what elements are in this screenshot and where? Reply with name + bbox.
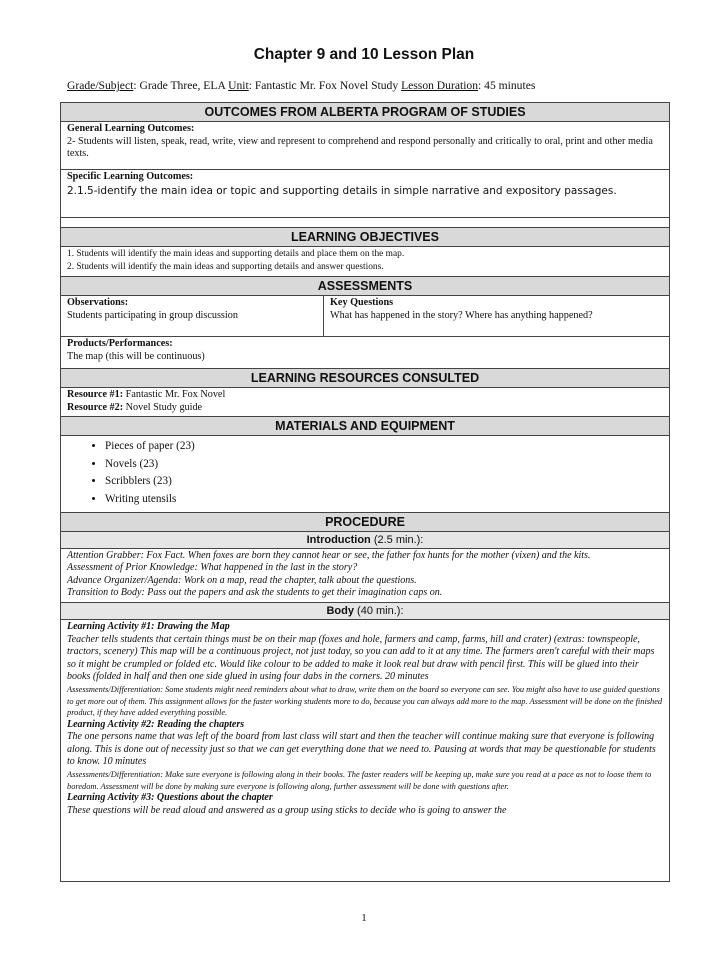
general-outcomes-label: General Learning Outcomes:: [67, 123, 195, 134]
key-questions-text: What has happened in the story? Where has anything happened?: [330, 309, 593, 321]
assessments-header: ASSESSMENTS: [61, 277, 669, 296]
activity-2-text: The one persons name that was left of the board from last class will start and then the teacher will continue making sure that everyone is following along. This is done out of necessity just so that we can get everything done that we need to. Pausing at words that may be questionable for students to know. 10 minutes: [67, 731, 656, 768]
list-item: • Writing utensils: [105, 491, 669, 509]
materials-list: [61, 438, 669, 511]
body-time: (40 min.):: [353, 604, 404, 617]
list-item: • Pieces of paper (23): [105, 438, 669, 456]
materials-header: MATERIALS AND EQUIPMENT: [61, 417, 669, 436]
general-outcomes-cell: [61, 122, 669, 170]
page-number: 1: [361, 912, 367, 924]
activity-1-assessment: Assessments/Differentiation: Some students might need reminders about what to draw, write them on the board so everyone can see. You might also have to use guided questions to get more out of them. This assignment allows for the faster working students more to do, because you can always add more to the map. Assessment will be done on the finished product, if they have added everything possible.: [67, 684, 663, 718]
materials-cell: [61, 438, 669, 512]
body-subheader: [61, 603, 669, 620]
list-item: • Scribblers (23): [105, 473, 669, 491]
prior-knowledge: Assessment of Prior Knowledge: What happened in the last in the story?: [67, 562, 358, 574]
products-cell: [61, 337, 669, 369]
observations-cell: [61, 296, 324, 336]
duration-value: : 45 minutes: [478, 79, 536, 92]
specific-outcomes-cell: [61, 170, 669, 218]
procedure-header: PROCEDURE: [61, 513, 669, 532]
outcomes-header: OUTCOMES FROM ALBERTA PROGRAM OF STUDIES: [61, 103, 669, 122]
lesson-plan-table: [60, 102, 670, 882]
advance-organizer: Advance Organizer/Agenda: Work on a map, read the chapter, talk about the questions.: [67, 574, 417, 586]
observations-label: Observations:: [67, 297, 129, 308]
objectives-cell: [61, 247, 669, 277]
activity-1-text: Teacher tells students that certain things must be on their map (foxes and hole, farmers and camp, farms, hill and crater) (extras: townspeople, tractors, scenery) This map will be a continuous project, not just today, so you can add to it at any time. The farmers aren't careful with their maps so it might be crumpled or folded etc. Would like colour to be added to make it look real but draw with pencil first. This will be glued into their books (folded in half and then one side glued in using four dabs in the corners. 20 minutes: [67, 633, 655, 683]
assessments-row: [61, 296, 669, 337]
general-outcomes-text: 2- Students will listen, speak, read, write, view and represent to comprehend and respond personally and critically to oral, print and other media texts.: [67, 135, 653, 160]
introduction-label: Introduction: [306, 533, 371, 546]
subject-line: [67, 79, 535, 92]
introduction-cell: [61, 549, 669, 603]
resource-item: Resource #1: Fantastic Mr. Fox Novel: [67, 389, 226, 400]
observations-text: Students participating in group discussion: [67, 309, 238, 321]
spacer: [61, 218, 669, 228]
grade-value: : Grade Three, ELA: [133, 79, 226, 92]
specific-outcomes-text: 2.1.5-identify the main idea or topic and supporting details in simple narrative and expository passages.: [67, 184, 617, 197]
unit-value: : Fantastic Mr. Fox Novel Study: [248, 79, 399, 92]
key-questions-label: Key Questions: [330, 297, 394, 308]
grade-label: Grade/Subject: [67, 79, 134, 92]
objectives-header: LEARNING OBJECTIVES: [61, 228, 669, 247]
resources-cell: [61, 388, 669, 417]
products-text: The map (this will be continuous): [67, 350, 205, 362]
activity-1-title: Learning Activity #1: Drawing the Map: [67, 620, 230, 632]
body-cell: [61, 620, 669, 881]
transition-to-body: Transition to Body: Pass out the papers and ask the students to get their imagination caps on.: [67, 587, 443, 599]
body-label: Body: [326, 604, 354, 617]
introduction-subheader: [61, 532, 669, 549]
attention-grabber: Attention Grabber: Fox Fact. When foxes are born they cannot hear or see, the father fox hunts for the mother (vixen) and the kits.: [67, 549, 591, 561]
activity-3-text: These questions will be read aloud and answered as a group using sticks to decide who is going to answer the: [67, 804, 507, 816]
resource-item: Resource #2: Novel Study guide: [67, 401, 203, 413]
page-title: Chapter 9 and 10 Lesson Plan: [253, 46, 475, 63]
objective-item: 1. Students will identify the main ideas and supporting details and place them on the map.: [67, 249, 405, 259]
activity-3-title: Learning Activity #3: Questions about the chapter: [67, 792, 273, 804]
key-questions-cell: [324, 296, 669, 336]
products-label: Products/Performances:: [67, 338, 173, 349]
activity-2-assessment: Assessments/Differentiation: Make sure everyone is following along in their books. The faster readers will be keeping up, make sure you read at a pace as not to loose them to boredom. Assessment will be done by making sure everyone is following along, further assessment will be done with questions after.: [67, 770, 652, 791]
unit-label: Unit: [228, 79, 249, 92]
specific-outcomes-label: Specific Learning Outcomes:: [67, 171, 194, 182]
duration-label: Lesson Duration: [401, 79, 479, 92]
objective-item: 2. Students will identify the main ideas and supporting details and answer questions.: [67, 262, 384, 272]
activity-2-title: Learning Activity #2: Reading the chapters: [67, 718, 245, 730]
resources-header: LEARNING RESOURCES CONSULTED: [61, 369, 669, 388]
list-item: • Novels (23): [105, 456, 669, 474]
introduction-time: (2.5 min.):: [370, 533, 424, 546]
